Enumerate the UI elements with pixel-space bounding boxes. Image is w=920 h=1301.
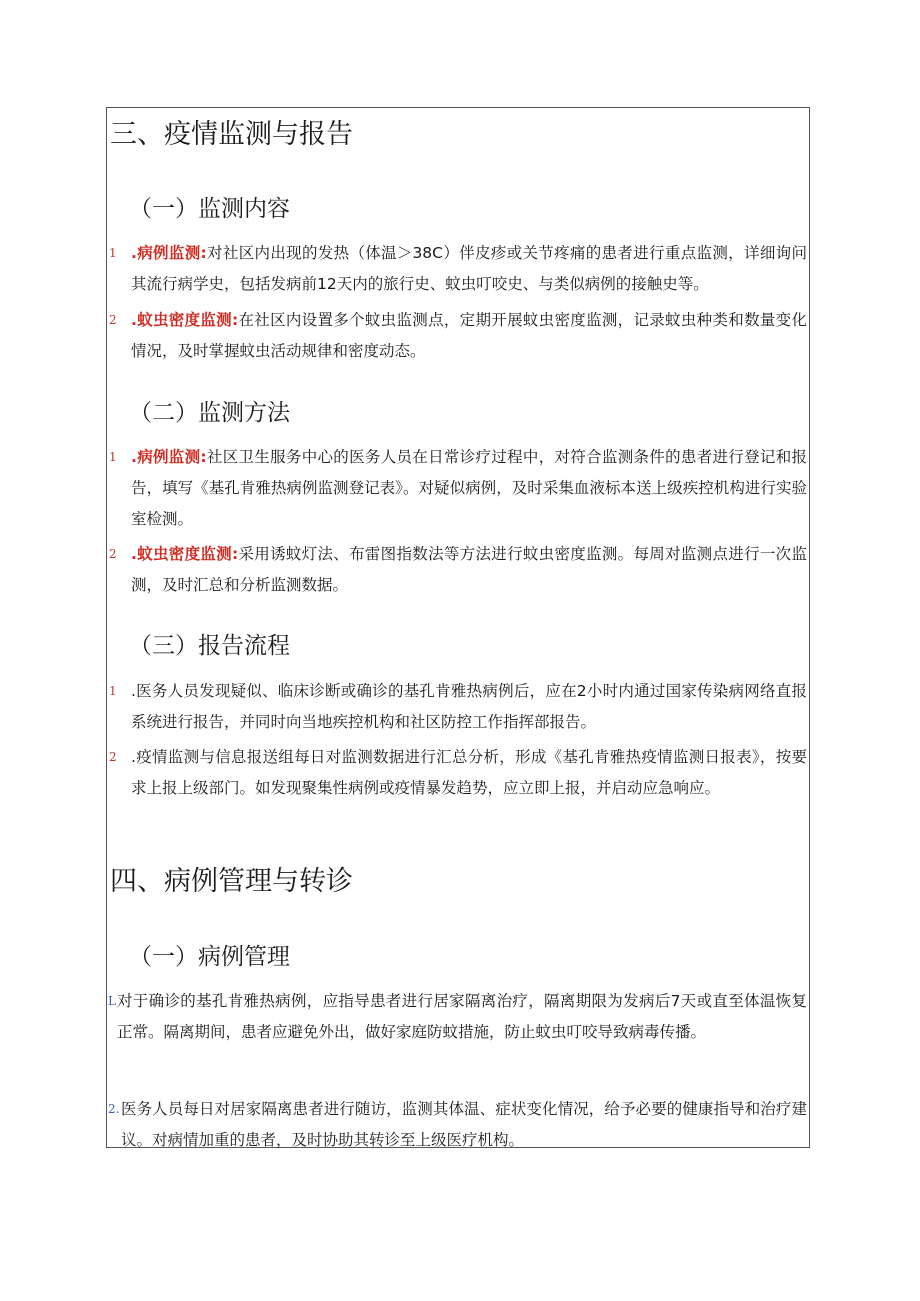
item-keyword: .病例监测: <box>131 448 207 466</box>
item-keyword: .蚊虫密度监测: <box>131 311 239 329</box>
item-number: 1 <box>109 684 117 698</box>
item-text: 对社区内出现的发热（体温＞38C）伴皮疹或关节疼痛的患者进行重点监测，详细询问其流行病学史，包括发病前12天内的旅行史、蚊虫叮咬史、与类似病例的接触史等。 <box>131 244 807 293</box>
document-frame <box>106 107 810 1148</box>
item-number: 2 <box>109 313 117 327</box>
item-body <box>131 442 807 535</box>
section4-heading: 四、病例管理与转诊 <box>110 866 353 897</box>
section4-sub1-heading: （一）病例管理 <box>129 944 290 970</box>
item-number: 1 <box>109 246 117 260</box>
item-text: 在社区内设置多个蚊虫监测点，定期开展蚊虫密度监测，记录蚊虫种类和数量变化情况，及时掌握蚊虫活动规律和密度动态。 <box>131 311 807 360</box>
item-text: 采用诱蚊灯法、布雷图指数法等方法进行蚊虫密度监测。每周对监测点进行一次监测，及时汇总和分析监测数据。 <box>131 545 807 594</box>
item-keyword: .蚊虫密度监测: <box>131 545 239 563</box>
item-keyword: .病例监测: <box>131 244 207 262</box>
item-number: 2 <box>109 750 117 764</box>
item-number: 2 <box>109 547 117 561</box>
item-body: .疫情监测与信息报送组每日对监测数据进行汇总分析，形成《基孔肯雅热疫情监测日报表》，按要求上报上级部门。如发现聚集性病例或疫情暴发趋势，应立即上报，并启动应急响应。 <box>131 748 807 797</box>
item-body <box>131 305 807 367</box>
item-number: 2. <box>108 1102 120 1116</box>
item-body <box>131 238 807 300</box>
section3-sub1-heading: （一）监测内容 <box>129 196 290 222</box>
item-body <box>131 539 807 601</box>
item-number: 1 <box>109 450 117 464</box>
item-body: 医务人员每日对居家隔离患者进行随访，监测其体温、症状变化情况，给予必要的健康指导和治疗建议。对病情加重的患者，及时协助其转诊至上级医疗机构。 <box>121 1100 807 1149</box>
section3-heading: 三、疫情监测与报告 <box>110 119 353 150</box>
item-body: .医务人员发现疑似、临床诊断或确诊的基孔肯雅热病例后，应在2小时内通过国家传染病网络直报系统进行报告，并同时向当地疾控机构和社区防控工作指挥部报告。 <box>131 682 807 731</box>
item-text: 社区卫生服务中心的医务人员在日常诊疗过程中，对符合监测条件的患者进行登记和报告，填写《基孔肯雅热病例监测登记表》。对疑似病例，及时采集血液标本送上级疾控机构进行实验室检测。 <box>131 448 807 528</box>
item-number: L <box>108 994 116 1008</box>
item-body: 对于确诊的基孔肯雅热病例，应指导患者进行居家隔离治疗，隔离期限为发病后7天或直至体温恢复正常。隔离期间，患者应避免外出，做好家庭防蚊措施，防止蚊虫叮咬导致病毒传播。 <box>117 992 807 1041</box>
section3-sub2-heading: （二）监测方法 <box>129 400 290 426</box>
section3-sub3-heading: （三）报告流程 <box>129 633 290 659</box>
